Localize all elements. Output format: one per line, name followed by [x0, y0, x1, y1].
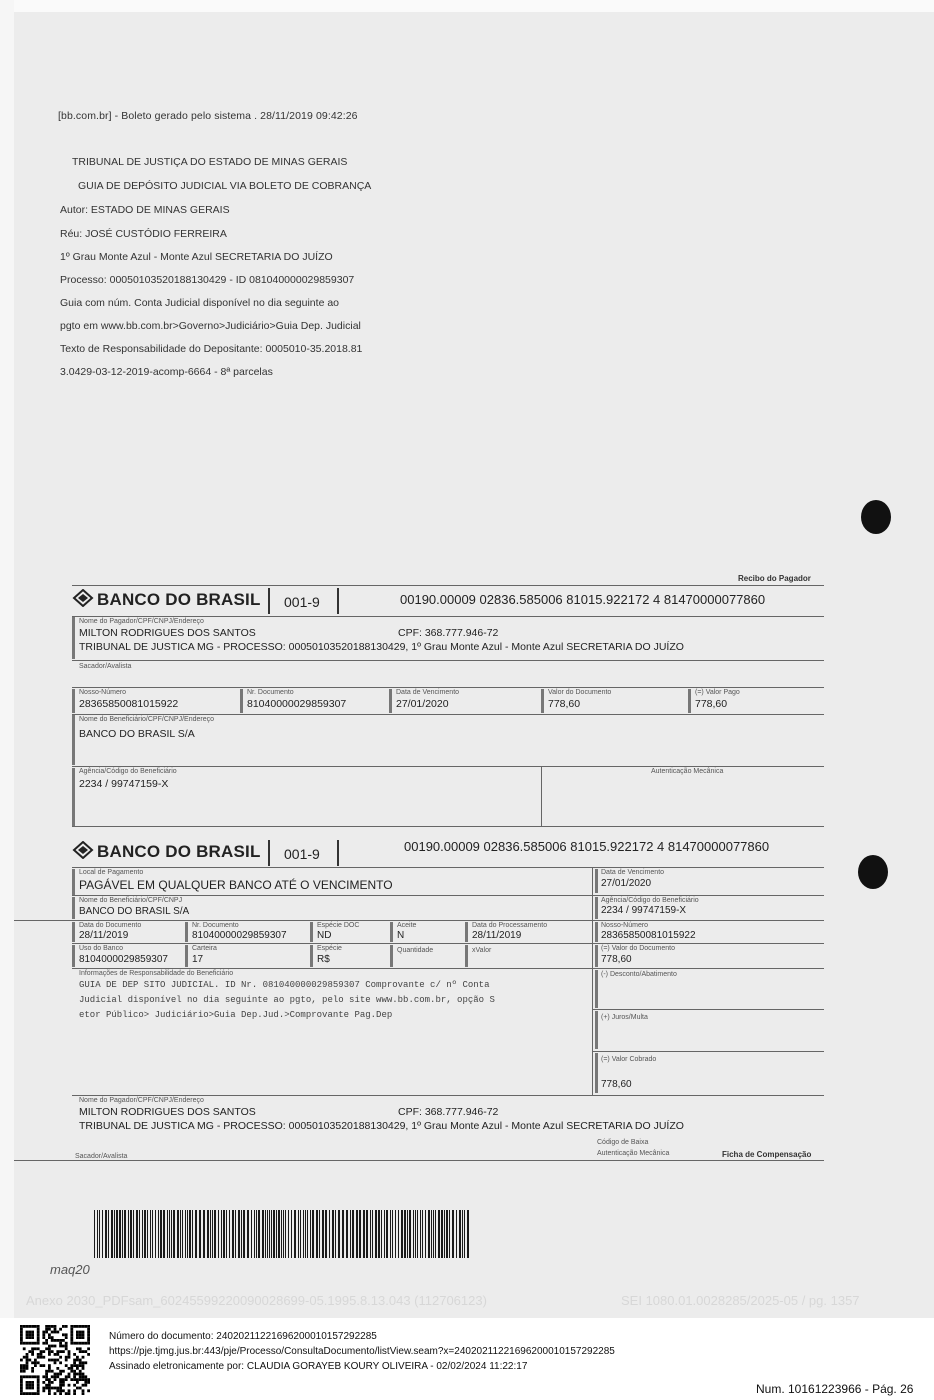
sheet-top-edge	[0, 0, 934, 12]
pagador-nome: MILTON RODRIGUES DOS SANTOS	[79, 627, 256, 639]
field-marker	[595, 970, 598, 1008]
field-marker	[595, 1011, 598, 1049]
rule	[337, 840, 339, 866]
juros-label: (+) Juros/Multa	[601, 1014, 648, 1021]
especie-doc: ND	[317, 930, 332, 941]
guide-title: GUIA DE DEPÓSITO JUDICIAL VIA BOLETO DE COBRANÇA	[78, 180, 372, 192]
valor-pago: 778,60	[695, 698, 728, 710]
data-documento: 28/11/2019	[79, 930, 129, 941]
valor-documento: 778,60	[601, 954, 632, 965]
valor-cobrado: 778,60	[601, 1079, 632, 1090]
field-marker	[72, 768, 75, 826]
document-number: Número do documento: 24020211221696200010157292285	[109, 1331, 377, 1342]
field-marker	[688, 689, 691, 713]
punch-hole	[861, 500, 891, 534]
field-marker	[595, 922, 598, 942]
desconto-label: (-) Desconto/Abatimento	[601, 971, 677, 978]
xvalor-label: xValor	[472, 947, 492, 954]
page-number: Num. 10161223966 - Pág. 26	[756, 1382, 914, 1396]
signature-line: Assinado eletronicamente por: CLAUDIA GORAYEB KOURY OLIVEIRA - 02/02/2024 11:22:17	[109, 1361, 528, 1372]
field-marker	[72, 922, 75, 942]
nr-documento-label: Nr. Documento	[247, 689, 294, 696]
vencimento-label: Data de Vencimento	[601, 869, 665, 876]
agencia-label: Agência/Código do Beneficiário	[601, 897, 699, 904]
instrucoes-line-3: etor Público> Judiciário>Guia Dep.Jud.>Comprovante Pag.Dep	[79, 1010, 393, 1020]
pagador-endereco: TRIBUNAL DE JUSTICA MG - PROCESSO: 00050103520188130429, 1º Grau Monte Azul - Monte Azul SECRETARIA DO JUÍZO	[79, 1120, 684, 1132]
field-marker	[541, 689, 544, 713]
sheet-left-edge	[0, 0, 14, 1318]
aceite: N	[397, 930, 405, 941]
field-marker	[595, 1053, 598, 1093]
uso-banco: 8104000029859307	[79, 954, 168, 965]
autenticacao-label: Autenticação Mecânica	[651, 768, 724, 775]
valor-documento: 778,60	[548, 698, 581, 710]
pagador-label: Nome do Pagador/CPF/CNPJ/Endereço	[79, 618, 204, 625]
guia-line-1: Guia com núm. Conta Judicial disponível no dia seguinte ao	[60, 297, 339, 309]
rule	[72, 826, 824, 827]
instrucoes-line-1: GUIA DE DEP SITO JUDICIAL. ID Nr. 081040000029859307 Comprovante c/ nº Conta	[79, 980, 490, 990]
field-marker	[72, 945, 75, 967]
rule	[72, 660, 824, 661]
field-marker	[310, 922, 313, 942]
bank-name: BANCO DO BRASIL	[97, 590, 261, 609]
nosso-numero: 28365850081015922	[601, 930, 696, 941]
field-marker	[72, 897, 75, 919]
field-marker	[595, 869, 598, 893]
rule	[72, 968, 824, 969]
bb-logo-icon	[72, 841, 94, 859]
court-title: TRIBUNAL DE JUSTIÇA DO ESTADO DE MINAS GERAIS	[72, 156, 348, 168]
beneficiario-label: Nome do Beneficiário/CPF/CNPJ/Endereço	[79, 716, 215, 723]
especie-doc-label: Espécie DOC	[317, 922, 360, 929]
system-line: [bb.com.br] - Boleto gerado pelo sistema . 28/11/2019 09:42:26	[58, 110, 358, 122]
rule	[72, 766, 824, 767]
autor: Autor: ESTADO DE MINAS GERAIS	[60, 204, 230, 216]
rule	[268, 588, 270, 614]
linha-digitavel: 00190.00009 02836.585006 81015.922172 4 81470000077860	[404, 839, 770, 854]
linha-digitavel: 00190.00009 02836.585006 81015.922172 4 81470000077860	[400, 592, 766, 607]
agencia: 2234 / 99747159-X	[79, 778, 169, 790]
field-marker	[390, 922, 393, 942]
rule	[72, 687, 824, 688]
document-url: https://pje.tjmg.jus.br:443/pje/Processo/ConsultaDocumento/listView.seam?x=24020211221696200010157292285	[109, 1346, 615, 1357]
texto-line-2: 3.0429-03-12-2019-acomp-6664 - 8ª parcelas	[60, 366, 273, 378]
field-marker	[310, 945, 313, 967]
rule	[72, 895, 824, 896]
data-processamento-label: Data do Processamento	[472, 922, 548, 929]
vencimento: 27/01/2020	[396, 698, 449, 710]
pagador-cpf: CPF: 368.777.946-72	[398, 1106, 499, 1118]
handwritten-note: maq20	[50, 1262, 90, 1277]
codigo-baixa-label: Código de Baixa	[597, 1139, 649, 1146]
field-marker	[465, 922, 468, 942]
rule	[72, 585, 824, 586]
barcode-image	[94, 1210, 472, 1258]
rule	[72, 714, 824, 715]
watermark-left: Anexo 2030_PDFsam_60245599220090028699-05.1995.8.13.043 (112706123)	[26, 1293, 487, 1308]
processo: Processo: 00050103520188130429 - ID 081040000029859307	[60, 274, 355, 286]
rule	[14, 920, 824, 921]
nosso-numero-label: Nosso-Número	[601, 922, 649, 929]
rule	[72, 616, 824, 617]
nr-documento: 81040000029859307	[247, 698, 347, 710]
field-marker	[390, 945, 393, 967]
field-marker	[72, 617, 75, 659]
uso-banco-label: Uso do Banco	[79, 945, 123, 952]
watermark-right: SEI 1080.01.0028285/2025-05 / pg. 1357	[621, 1293, 860, 1308]
recibo-title: Recibo do Pagador	[738, 574, 811, 583]
rule	[592, 1009, 824, 1010]
valor-cobrado-label: (=) Valor Cobrado	[601, 1056, 657, 1063]
agencia: 2234 / 99747159-X	[601, 905, 687, 916]
especie-label: Espécie	[317, 945, 342, 952]
rule	[337, 588, 339, 614]
beneficiario: BANCO DO BRASIL S/A	[79, 728, 195, 740]
local-pagamento: PAGÁVEL EM QUALQUER BANCO ATÉ O VENCIMENTO	[79, 878, 393, 892]
nr-documento-label: Nr. Documento	[192, 922, 239, 929]
data-processamento: 28/11/2019	[472, 930, 522, 941]
valor-documento-label: (=) Valor do Documento	[601, 945, 675, 952]
field-marker	[185, 945, 188, 967]
beneficiario: BANCO DO BRASIL S/A	[79, 906, 190, 917]
local-label: Local de Pagamento	[79, 869, 144, 876]
rule	[14, 1160, 824, 1161]
nosso-numero: 28365850081015922	[79, 698, 179, 710]
qr-code-image	[20, 1325, 90, 1395]
field-marker	[72, 715, 75, 765]
pagador-endereco: TRIBUNAL DE JUSTICA MG - PROCESSO: 00050103520188130429, 1º Grau Monte Azul - Monte Azul SECRETARIA DO JUÍZO	[79, 641, 684, 653]
guia-line-2: pgto em www.bb.com.br>Governo>Judiciário>Guia Dep. Judicial	[60, 320, 361, 332]
texto-line-1: Texto de Responsabilidade do Depositante: 0005010-35.2018.81	[60, 343, 363, 355]
rule	[268, 840, 270, 866]
carteira: 17	[192, 954, 204, 965]
quantidade-label: Quantidade	[397, 947, 434, 954]
bb-logo-icon	[72, 589, 94, 607]
field-marker	[185, 922, 188, 942]
field-marker	[389, 689, 392, 713]
valor-documento-label: Valor do Documento	[548, 689, 612, 696]
field-marker	[240, 689, 243, 713]
nosso-numero-label: Nosso-Número	[79, 689, 127, 696]
valor-pago-label: (=) Valor Pago	[695, 689, 740, 696]
rule	[592, 867, 593, 1095]
sacador-label: Sacador/Avalista	[79, 663, 132, 670]
rule	[541, 766, 542, 826]
field-marker	[465, 945, 468, 967]
vara: 1º Grau Monte Azul - Monte Azul SECRETARIA DO JUÍZO	[60, 251, 333, 263]
field-marker	[72, 689, 75, 713]
rule	[72, 943, 824, 944]
ficha-compensacao-label: Ficha de Compensação	[722, 1150, 812, 1159]
aceite-label: Aceite	[397, 922, 417, 929]
field-marker	[595, 945, 598, 967]
bank-code: 001-9	[284, 594, 320, 610]
field-marker	[595, 897, 598, 919]
vencimento: 27/01/2020	[601, 878, 652, 889]
rule	[72, 1095, 824, 1096]
reu: Réu: JOSÉ CUSTÓDIO FERREIRA	[60, 228, 227, 240]
nr-documento: 81040000029859307	[192, 930, 287, 941]
sacador-label: Sacador/Avalista	[75, 1153, 128, 1160]
field-marker	[72, 869, 75, 895]
instrucoes-label: Informações de Responsabilidade do Beneficiário	[79, 970, 234, 977]
rule	[72, 867, 824, 868]
beneficiario-label: Nome do Beneficiário/CPF/CNPJ	[79, 897, 183, 904]
agencia-label: Agência/Código do Beneficiário	[79, 768, 177, 775]
vencimento-label: Data de Vencimento	[396, 689, 460, 696]
pagador-label: Nome do Pagador/CPF/CNPJ/Endereço	[79, 1097, 204, 1104]
rule	[592, 1051, 824, 1052]
pagador-nome: MILTON RODRIGUES DOS SANTOS	[79, 1106, 256, 1118]
bank-code: 001-9	[284, 846, 320, 862]
instrucoes-line-2: Judicial disponível no dia seguinte ao pgto, pelo site www.bb.com.br, opção S	[79, 995, 495, 1005]
bank-name: BANCO DO BRASIL	[97, 842, 261, 861]
pagador-cpf: CPF: 368.777.946-72	[398, 627, 499, 639]
punch-hole	[858, 855, 888, 889]
especie: R$	[317, 954, 330, 965]
carteira-label: Carteira	[192, 945, 217, 952]
data-documento-label: Data do Documento	[79, 922, 142, 929]
autenticacao-label: Autenticação Mecânica	[597, 1150, 670, 1157]
